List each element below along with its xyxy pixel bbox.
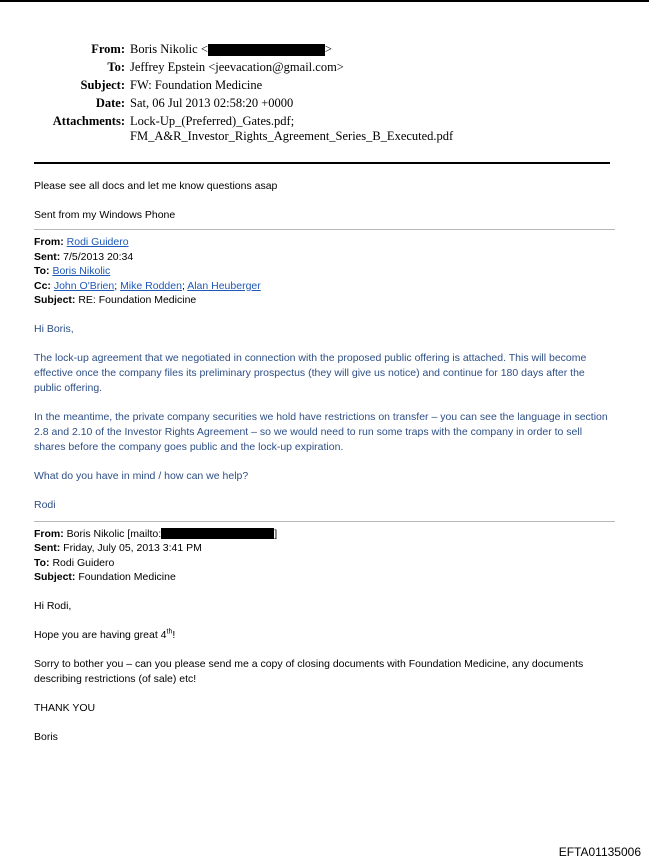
cc-separator: ; <box>181 279 185 292</box>
cc-link-2[interactable]: Mike Rodden <box>120 279 182 292</box>
reply-paragraph-2: In the meantime, the private company securities we hold have restrictions on transfer – you can see the language in section 2.8 and 2.10 of the Investor Rights Agreement – so we would need to run some traps with the company in order to sell shares before the company goes public and the lock-up expiration. <box>34 410 608 453</box>
reply-subject-value: RE: Foundation Medicine <box>78 294 197 306</box>
redaction-block <box>161 528 274 539</box>
reply-from-link[interactable]: Rodi Guidero <box>66 236 129 248</box>
original-sent-label: Sent: <box>34 542 61 554</box>
cc-separator: ; <box>114 279 118 292</box>
reply-to-link[interactable]: Boris Nikolic <box>52 265 111 277</box>
email-body <box>34 179 615 745</box>
header-from-name: Boris Nikolic < <box>130 42 208 56</box>
header-to-value: Jeffrey Epstein <jeevacation@gmail.com> <box>130 60 344 74</box>
header-subject-row <box>0 78 649 93</box>
header-subject-label: Subject: <box>80 78 125 92</box>
email-header <box>0 42 649 147</box>
original-meta <box>34 527 615 585</box>
original-sent-value: Friday, July 05, 2013 3:41 PM <box>63 542 202 554</box>
original-signoff: Boris <box>34 730 58 743</box>
top-message-line-1: Please see all docs and let me know questions asap <box>34 180 278 192</box>
original-paragraph-1: Sorry to bother you – can you please send me a copy of closing documents with Foundation Medicine, any documents describing restrictions (of sale) etc! <box>34 657 584 685</box>
header-divider <box>34 162 610 164</box>
reply-from-label: From: <box>34 236 64 248</box>
reply-paragraph-3: What do you have in mind / how can we help? <box>34 469 249 482</box>
header-from-close: > <box>324 42 332 56</box>
reply-greeting: Hi Boris, <box>34 322 74 335</box>
header-attachments-label: Attachments: <box>52 114 125 128</box>
original-subject-label: Subject: <box>34 571 76 583</box>
cc-link-3[interactable]: Alan Heuberger <box>187 279 261 292</box>
reply-sent-value: 7/5/2013 20:34 <box>63 250 134 263</box>
redaction-block <box>208 44 325 56</box>
reply-signoff: Rodi <box>34 498 56 511</box>
attachment-1[interactable]: Lock-Up_(Preferred)_Gates.pdf; <box>130 114 295 128</box>
header-attachments-row <box>0 114 649 144</box>
header-from-label: From: <box>91 42 125 56</box>
original-from-close: ] <box>274 527 278 540</box>
header-to-row <box>0 60 649 75</box>
document-id: EFTA01135006 <box>558 845 641 859</box>
original-subject-value: Foundation Medicine <box>78 571 176 583</box>
original-thanks: THANK YOU <box>34 701 96 714</box>
original-line-1 <box>34 628 615 643</box>
original-divider <box>34 521 615 522</box>
original-to-label: To: <box>34 556 50 569</box>
header-date-label: Date: <box>95 96 125 110</box>
header-to-label: To: <box>107 60 125 74</box>
attachment-2[interactable]: FM_A&R_Investor_Rights_Agreement_Series_B_Executed.pdf <box>130 129 454 143</box>
top-message-line-2: Sent from my Windows Phone <box>34 209 176 221</box>
reply-sent-label: Sent: <box>34 250 61 263</box>
top-border <box>0 0 649 2</box>
reply-paragraph-1: The lock-up agreement that we negotiated in connection with the proposed public offering is attached. This will become effective once the company files its preliminary prospectus (they will give us notice) and continue for 180 days after the public offering. <box>34 351 587 394</box>
reply-meta <box>34 235 615 308</box>
original-line-1-sup: th <box>166 628 173 635</box>
reply-to-label: To: <box>34 265 50 277</box>
reply-cc-label: Cc: <box>34 279 51 292</box>
original-line-1-text: Hope you are having great 4 <box>34 628 167 641</box>
header-from-row <box>0 42 649 57</box>
reply-subject-label: Subject: <box>34 294 76 306</box>
original-from-value: Boris Nikolic [mailto: <box>66 527 162 540</box>
header-date-row <box>0 96 649 111</box>
original-to-value: Rodi Guidero <box>52 556 115 569</box>
original-line-1-end: ! <box>172 628 176 641</box>
original-from-label: From: <box>34 527 64 540</box>
cc-link-1[interactable]: John O'Brien <box>53 279 115 292</box>
reply-divider <box>34 229 615 230</box>
header-date-value: Sat, 06 Jul 2013 02:58:20 +0000 <box>130 96 294 110</box>
original-greeting: Hi Rodi, <box>34 599 72 612</box>
header-subject-value: FW: Foundation Medicine <box>130 78 263 92</box>
